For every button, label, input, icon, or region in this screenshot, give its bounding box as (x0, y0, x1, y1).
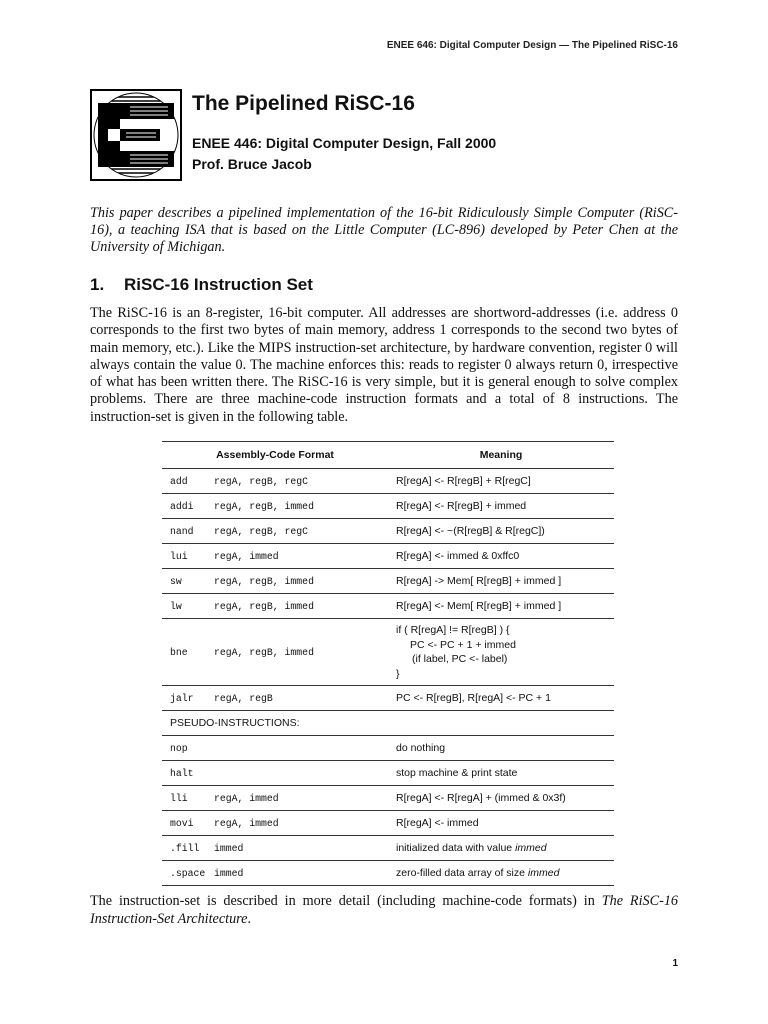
format-cell (162, 761, 388, 786)
operands: immed (214, 842, 244, 854)
operands: regA, regB, immed (214, 500, 314, 512)
closing-suffix: . (247, 911, 252, 927)
table-row (162, 594, 614, 619)
meaning-cell: R[regA] <- immed & 0xffc0 (388, 544, 614, 569)
operands: regA, regB, regC (214, 525, 309, 537)
closing-reference: The RiSC-16 Instruction-Set Architecture (90, 893, 679, 927)
meaning-line: if ( R[regA] != R[regB] ) { (396, 624, 510, 636)
format-cell (162, 544, 388, 569)
table-row (162, 811, 614, 836)
operands: regA, immed (214, 792, 279, 804)
table-row (162, 619, 614, 686)
meaning-text: zero-filled data array of size (396, 867, 528, 879)
section-number: 1. (90, 275, 105, 294)
meaning-line: PC <- PC + 1 + immed (410, 638, 516, 651)
format-cell (162, 836, 388, 861)
format-cell (162, 494, 388, 519)
meaning-cell (388, 836, 614, 861)
operands: regA, immed (214, 817, 279, 829)
abstract: This paper describes a pipelined implementation of the 16-bit Ridiculously Simple Computer (RiSC-16), a teaching ISA that is based on the Little Computer (LC-896) developed by Peter Chen at the University of Michigan. (90, 205, 678, 255)
meaning-cell: PC <- R[regB], R[regA] <- PC + 1 (388, 686, 614, 711)
opcode: nand (170, 525, 194, 537)
format-cell (162, 786, 388, 811)
table-row (162, 736, 614, 761)
opcode: sw (170, 575, 182, 587)
opcode: .space (170, 867, 206, 879)
opcode: lli (170, 792, 188, 804)
format-cell (162, 736, 388, 761)
meaning-cell (388, 711, 614, 736)
meaning-cell: R[regA] <- R[regB] + immed (388, 494, 614, 519)
meaning-cell: R[regA] <- ~(R[regB] & R[regC]) (388, 519, 614, 544)
meaning-cell: R[regA] <- Mem[ R[regB] + immed ] (388, 594, 614, 619)
paper-title: The Pipelined RiSC-16 (192, 92, 415, 115)
table-row (162, 494, 614, 519)
format-cell (162, 594, 388, 619)
meaning-emphasis: immed (515, 842, 547, 854)
meaning-cell: stop machine & print state (388, 761, 614, 786)
operands: immed (214, 867, 244, 879)
opcode: halt (170, 767, 194, 779)
opcode: lw (170, 600, 182, 612)
format-cell (162, 469, 388, 494)
operands: regA, regB, immed (214, 646, 314, 658)
opcode: lui (170, 550, 188, 562)
table-row (162, 686, 614, 711)
opcode: bne (170, 646, 188, 658)
operands: regA, regB, regC (214, 475, 309, 487)
table-header-row (162, 442, 614, 469)
format-cell (162, 686, 388, 711)
section-heading (90, 275, 313, 295)
meaning-cell: R[regA] <- R[regB] + R[regC] (388, 469, 614, 494)
opcode: addi (170, 500, 194, 512)
header-format: Assembly-Code Format (162, 442, 388, 469)
meaning-cell: R[regA] -> Mem[ R[regB] + immed ] (388, 569, 614, 594)
table-row (162, 786, 614, 811)
format-cell (162, 619, 388, 686)
operands: regA, regB (214, 692, 273, 704)
meaning-cell: R[regA] <- R[regA] + (immed & 0x3f) (388, 786, 614, 811)
meaning-cell: R[regA] <- immed (388, 811, 614, 836)
operands: regA, regB, immed (214, 600, 314, 612)
section-title: RiSC-16 Instruction Set (124, 275, 313, 294)
meaning-cell (388, 861, 614, 886)
table-row (162, 519, 614, 544)
format-cell (162, 519, 388, 544)
format-cell (162, 861, 388, 886)
format-cell (162, 569, 388, 594)
table-row (162, 569, 614, 594)
author-line: Prof. Bruce Jacob (192, 156, 312, 172)
meaning-line: } (396, 667, 400, 680)
running-head: ENEE 646: Digital Computer Design — The Pipelined RiSC-16 (386, 40, 678, 51)
operands: regA, regB, immed (214, 575, 314, 587)
table-row (162, 761, 614, 786)
table-row (162, 711, 614, 736)
enee-e-logo-icon (90, 89, 182, 181)
meaning-text: initialized data with value (396, 842, 516, 854)
closing-text: The instruction-set is described in more detail (including machine-code formats) in (90, 893, 602, 909)
format-cell (162, 811, 388, 836)
closing-paragraph (90, 892, 678, 928)
pseudo-instructions-label: PSEUDO-INSTRUCTIONS: (162, 711, 388, 736)
meaning-line: (if label, PC <- label) (412, 653, 508, 665)
opcode: jalr (170, 692, 194, 704)
meaning-emphasis: immed (527, 867, 560, 879)
opcode: add (170, 475, 188, 487)
page-number: 1 (672, 958, 678, 969)
operands: regA, immed (214, 550, 279, 562)
table-row (162, 836, 614, 861)
opcode: nop (170, 742, 188, 754)
opcode: movi (170, 817, 194, 829)
instruction-set-table (162, 441, 614, 886)
meaning-cell (388, 619, 614, 686)
header-meaning: Meaning (388, 442, 614, 469)
table-row (162, 861, 614, 886)
table-row (162, 469, 614, 494)
opcode: .fill (170, 842, 200, 854)
meaning-cell: do nothing (388, 736, 614, 761)
table-row (162, 544, 614, 569)
course-line: ENEE 446: Digital Computer Design, Fall 2000 (192, 135, 497, 151)
body-paragraph: The RiSC-16 is an 8-register, 16-bit computer. All addresses are shortword-addresses (i.e. address 0 corresponds to the first two bytes of main memory, address 1 corresponds to the second two bytes of main memory, etc.). Like the MIPS instruction-set architecture, by hardware convention, register 0 will always contain the value 0. The machine enforces this: reads to register 0 always return 0, irrespective of what has been written there. The RiSC-16 is very simple, but it is general enough to solve complex problems. There are three machine-code instruction formats and a total of 8 instructions. The instruction-set is given in the following table. (90, 305, 678, 425)
